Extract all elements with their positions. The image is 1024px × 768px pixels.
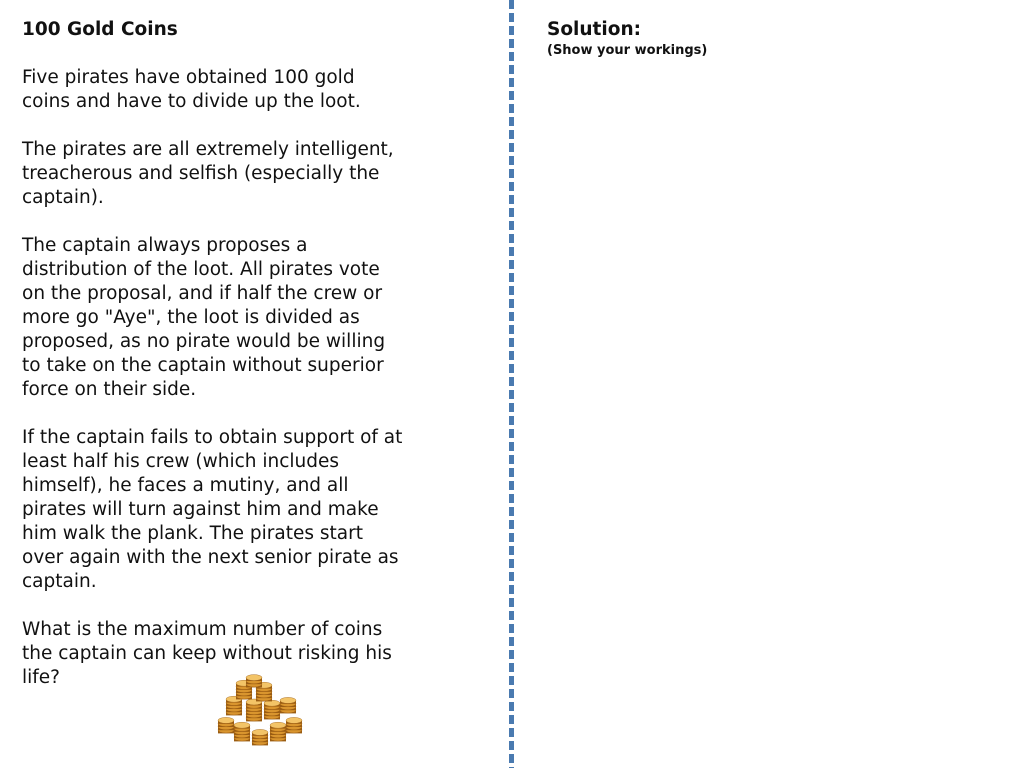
puzzle-paragraph: The pirates are all extremely intelligent, treacherous and selfish (especially the captain).: [22, 139, 394, 208]
solution-panel: [547, 18, 1007, 60]
puzzle-question: What is the maximum number of coins the captain can keep without risking his life?: [22, 619, 392, 688]
dashed-divider: [509, 0, 514, 768]
solution-title: Solution:: [547, 19, 642, 40]
gold-coins-icon: [208, 668, 308, 752]
puzzle-paragraph: If the captain fails to obtain support of at least half his crew (which includes himself), he faces a mutiny, and all pirates will turn against him and make him walk the plank. The pirates start over again with the next senior pirate as captain.: [22, 427, 403, 592]
puzzle-paragraph: Five pirates have obtained 100 gold coins and have to divide up the loot.: [22, 67, 361, 112]
puzzle-title: 100 Gold Coins: [22, 19, 178, 40]
puzzle-paragraph: The captain always proposes a distribution of the loot. All pirates vote on the proposal, and if half the crew or more go "Aye", the loot is divided as proposed, as no pirate would be willing to take on the captain without superior force on their side.: [22, 235, 386, 400]
solution-subtitle: (Show your workings): [547, 43, 708, 58]
puzzle-panel: [22, 18, 462, 714]
